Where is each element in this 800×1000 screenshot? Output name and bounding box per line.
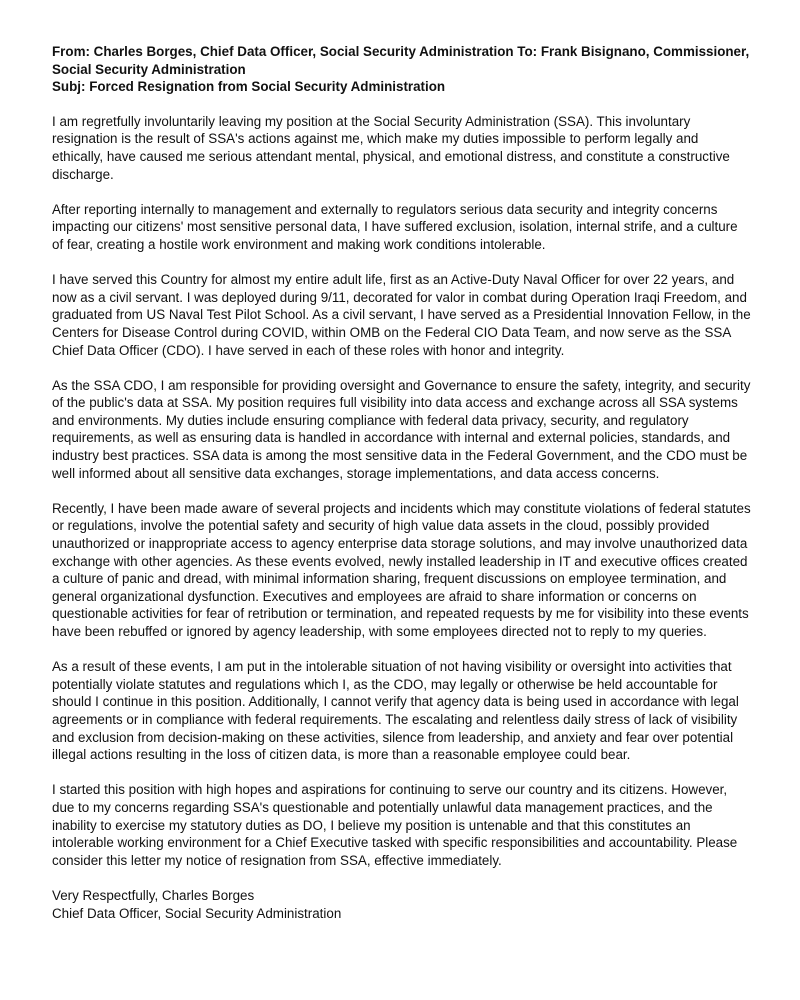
signature-closing: Very Respectfully, Charles Borges [52,887,255,903]
body-paragraph: As a result of these events, I am put in the intolerable situation of not having visibility or oversight into activities that potentially violate statutes and regulations which I, as the CDO, may legally or otherwise be held accountable for should I continue in this position. Additionally, I cannot verify that agency data is being used in accordance with legal agreements or in compliance with federal requirements. The escalating and relentless daily stress of lack of visibility and exclusion from decision-making on these activities, silence from leadership, and anxiety and fear over potential illegal actions resulting in the loss of citizen data, is more than a reasonable employee could bear. [52,659,739,763]
body-paragraph: After reporting internally to management and externally to regulators serious data security and integrity concerns impacting our citizens' most sensitive personal data, I have suffered exclusion, isolation, internal strife, and a culture of fear, creating a hostile work environment and making work conditions intolerable. [52,201,738,252]
signature-title: Chief Data Officer, Social Security Administration [52,905,342,921]
letter-header [52,43,752,96]
subject-line: Subj: Forced Resignation from Social Security Administration [52,79,446,95]
letter-body [52,113,752,870]
body-paragraph: Recently, I have been made aware of several projects and incidents which may constitute violations of federal statutes or regulations, involve the potential safety and security of high value data assets in the cloud, possibly provided unauthorized or inappropriate access to agency enterprise data storage solutions, and may involve unauthorized data exchange with other agencies. As these events evolved, newly installed leadership in IT and executive offices created a culture of panic and dread, with minimal information sharing, frequent discussions on employee termination, and general organizational dysfunction. Executives and employees are afraid to share information or concerns on questionable activities for fear of retribution or termination, and repeated requests by me for visibility into these events have been rebuffed or ignored by agency leadership, with some employees directed not to reply to my queries. [52,500,751,639]
from-to-line: From: Charles Borges, Chief Data Officer, Social Security Administration To: Frank Bisignano, Commissioner, Social Security Administration [52,44,750,77]
body-paragraph: I am regretfully involuntarily leaving my position at the Social Security Administration (SSA). This involuntary resignation is the result of SSA's actions against me, which make my duties impossible to perform legally and ethically, have caused me serious attendant mental, physical, and emotional distress, and constitute a constructive discharge. [52,113,730,182]
signature-block [52,887,752,922]
body-paragraph: As the SSA CDO, I am responsible for providing oversight and Governance to ensure the safety, integrity, and security of the public's data at SSA. My position requires full visibility into data access and exchange across all SSA systems and environments. My duties include ensuring compliance with federal data privacy, security, and regulatory requirements, as well as ensuring data is handled in accordance with internal and external policies, standards, and industry best practices. SSA data is among the most sensitive data in the Federal Government, and the CDO must be well informed about all sensitive data exchanges, storage implementations, and data access concerns. [52,377,751,481]
letter [52,43,752,922]
body-paragraph: I have served this Country for almost my entire adult life, first as an Active-Duty Naval Officer for over 22 years, and now as a civil servant. I was deployed during 9/11, decorated for valor in combat during Operation Iraqi Freedom, and graduated from US Naval Test Pilot School. As a civil servant, I have served as a Presidential Innovation Fellow, in the Centers for Disease Control during COVID, within OMB on the Federal CIO Data Team, and now serve as the SSA Chief Data Officer (CDO). I have served in each of these roles with honor and integrity. [52,272,751,358]
body-paragraph: I started this position with high hopes and aspirations for continuing to serve our country and its citizens. However, due to my concerns regarding SSA's questionable and potentially unlawful data management practices, and the inability to exercise my statutory duties as DO, I believe my position is untenable and that this constitutes an intolerable working environment for a Chief Executive tasked with specific responsibilities and accountability. Please consider this letter my notice of resignation from SSA, effective immediately. [52,782,738,868]
